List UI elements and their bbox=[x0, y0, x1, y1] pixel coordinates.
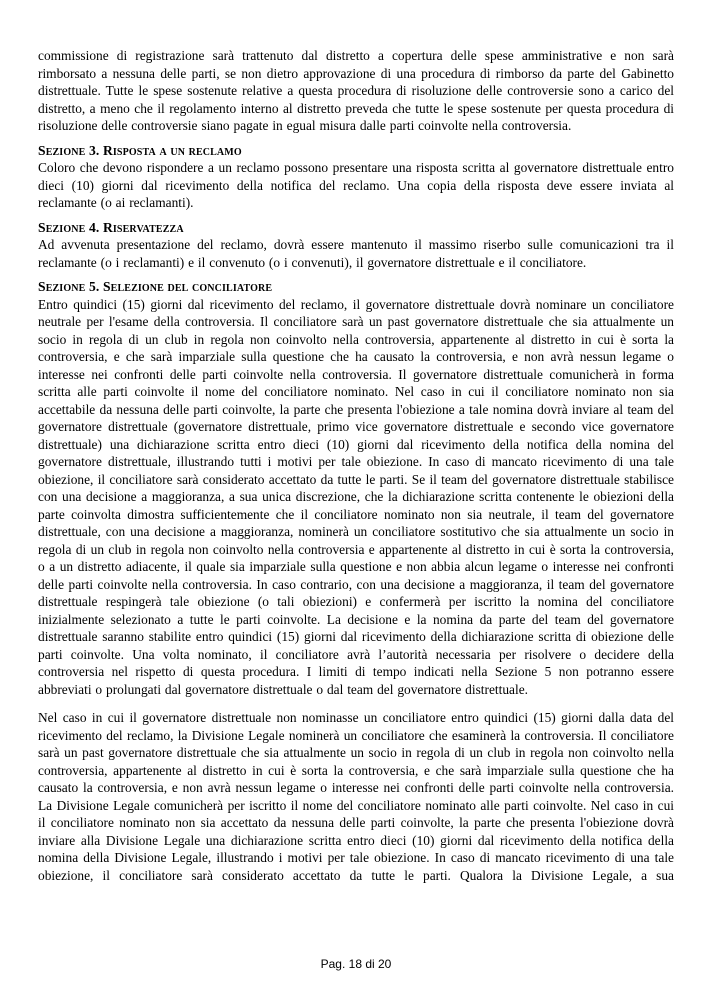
section-5-heading: Sezione 5. Selezione del conciliatore bbox=[38, 279, 273, 294]
section-3-heading: Sezione 3. Risposta a un reclamo bbox=[38, 142, 242, 158]
section-4-paragraph: Ad avvenuta presentazione del reclamo, dovrà essere mantenuto il massimo riserbo sulle comunicazioni tra il reclamante (o i reclamanti) e il convenuto (o i convenuti), il governatore distrettuale e il conciliatore. bbox=[38, 237, 674, 270]
intro-paragraph: commissione di registrazione sarà trattenuto dal distretto a copertura delle spese amministrative e non sarà rimborsato a nessuna delle parti, se non dietro approvazione di una procedura di rimborso da parte del Gabinetto distrettuale. Tutte le spese sostenute relative a questa procedura di risoluzione delle controversie sono a carico del distretto, a meno che il regolamento interno al distretto preveda che tutte le spese sostenute per questa procedura di risoluzione delle controversie siano pagate in egual misura dalle parti coinvolte nella controversia. bbox=[38, 48, 674, 133]
section-3-paragraph: Coloro che devono rispondere a un reclamo possono presentare una risposta scritta al governatore distrettuale entro dieci (10) giorni dal ricevimento della notifica del reclamo. Una copia della risposta deve essere inviata al reclamante (o ai reclamanti). bbox=[38, 160, 674, 210]
section-5-paragraph-1: Entro quindici (15) giorni dal ricevimento del reclamo, il governatore distrettuale dovrà nominare un conciliatore neutrale per l'esame della controversia. Il conciliatore sarà un past governatore distrettuale che sia attualmente un socio in regola di un club in regola non coinvolto nella controversia, appartenente al distretto in cui è sorta la controversia, e che sarà imparziale sulla questione che ha causato la controversia, e non avrà nessun legame o interesse nei confronti delle parti coinvolte nella controversia. Il governatore distrettuale comunicherà in forma scritta alle parti coinvolte il nome del conciliatore nominato. Nel caso in cui il conciliatore nominato non sia accettabile da nessuna delle parti coinvolte, la parte che presenta l'obiezione a tale nomina dovrà inviare al team del governatore distrettuale (governatore distrettuale, primo vice governatore distrettuale e secondo vice governatore distrettuale) una dichiarazione scritta entro dieci (10) giorni dal ricevimento della notifica della nomina del governatore distrettuale, illustrando tutti i motivi per tale obiezione. In caso di mancato ricevimento di una tale obiezione, il conciliatore sarà considerato accettato da tutte le parti. Se il team del governatore distrettuale stabilisce con una decisione a maggioranza, a sua unica discrezione, che la dichiarazione scritta contenente le obiezioni della parte coinvolta dimostra sufficientemente che il conciliatore nominato non sia neutrale, il team del governatore distrettuale, con una decisione a maggioranza, nominerà un conciliatore sostitutivo che sia attualmente un socio in regola di un club in regola non coinvolto nella controversia e appartenente al distretto in cui è sorta la controversia, o a un distretto adiacente, il quale sia imparziale sulla questione e non abbia alcun legame o interesse nei confronti delle parti coinvolte nella controversia. In caso contrario, con una decisione a maggioranza, il team del governatore distrettuale respingerà tale obiezione (o tali obiezioni) e confermerà per iscritto la nomina del conciliatore inizialmente selezionato a tutte le parti coinvolte. La decisione e la nomina da parte del team del governatore distrettuale saranno stabilite entro quindici (15) giorni dal ricevimento della dichiarazione scritta di obiezione delle parti coinvolte. Una volta nominato, il conciliatore avrà l’autorità necessaria per risolvere o decidere della controversia nel rispetto di questa procedura. I limiti di tempo indicati nella Sezione 5 non potranno essere abbreviati o prolungati dal governatore distrettuale o dal team del governatore distrettuale. bbox=[38, 296, 674, 697]
section-4-heading: Sezione 4. Riservatezza bbox=[38, 219, 184, 235]
document-content bbox=[38, 47, 674, 884]
page-number: Pag. 18 di 20 bbox=[320, 957, 392, 971]
section-5-paragraph-2: Nel caso in cui il governatore distrettuale non nominasse un conciliatore entro quindici (15) giorni dalla data del ricevimento del reclamo, la Divisione Legale nominerà un conciliatore che esaminerà la controversia. Il conciliatore sarà un past governatore distrettuale che sia attualmente un socio in regola di un club in regola non coinvolto nella controversia, appartenente al distretto in cui è sorta la controversia, e che sarà imparziale sulla questione che ha causato la controversia, e non avrà nessun legame o interesse nei confronti delle parti coinvolte nella controversia. La Divisione Legale comunicherà per iscritto il nome del conciliatore nominato alle parti coinvolte. Nel caso in cui il conciliatore nominato non sia accettato da nessuna delle parti coinvolte, la parte che presenta l'obiezione dovrà inviare alla Divisione Legale una dichiarazione scritta entro dieci (10) giorni dal ricevimento della notifica della nomina della Divisione Legale, illustrando i motivi per tale obiezione. In caso di mancato ricevimento di una tale obiezione, il conciliatore sarà considerato accettato da tutte le parti. Qualora la Divisione Legale, a sua bbox=[38, 710, 674, 883]
